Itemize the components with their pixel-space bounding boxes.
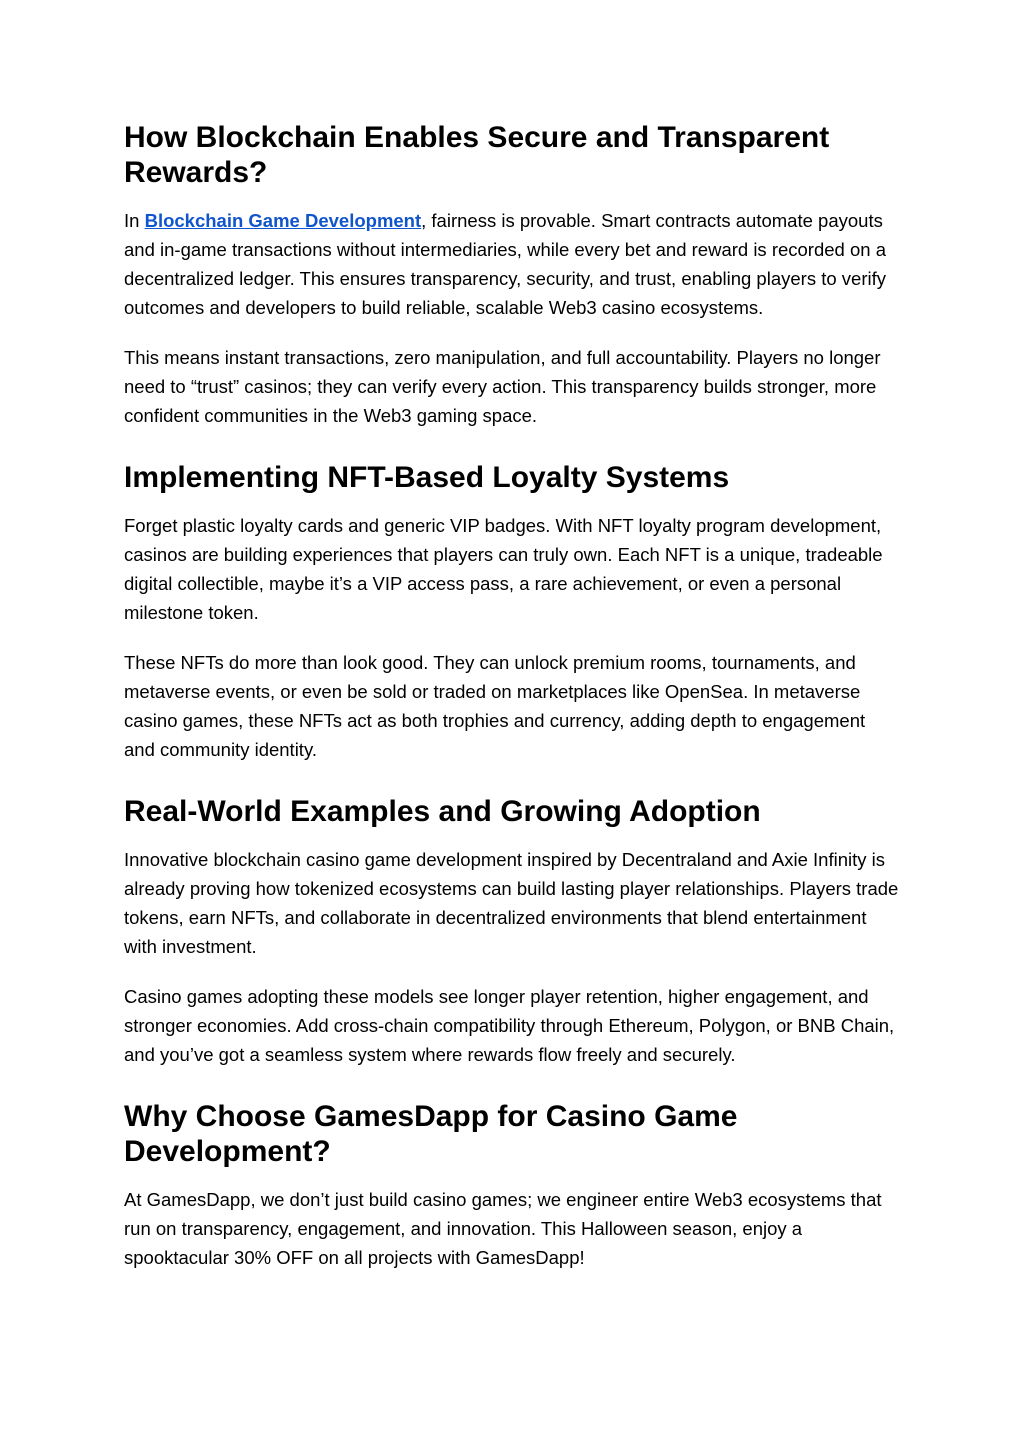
paragraph-casino-adoption: Casino games adopting these models see longer player retention, higher engagement, and stronger economies. Add cross-chain compatibility through Ethereum, Polygon, or BNB Chain, and you’ve got a seamless system where rewards flow freely and securely. [124, 986, 895, 1065]
heading-why-choose-gamesdapp: Why Choose GamesDapp for Casino Game Development? [124, 1100, 738, 1168]
paragraph-gamesdapp-halloween-offer: At GamesDapp, we don’t just build casino games; we engineer entire Web3 ecosystems that run on transparency, engagement, and innovation. This Halloween season, enjoy a spooktacular 30% OFF on all projects with GamesDapp! [124, 1189, 882, 1268]
paragraph-instant-transactions: This means instant transactions, zero manipulation, and full accountability. Players no longer need to “trust” casinos; they can verify every action. This transparency builds stronger, more confident communities in the Web3 gaming space. [124, 347, 881, 426]
heading-real-world-examples: Real-World Examples and Growing Adoption [124, 795, 761, 828]
paragraph-nfts-unlock-rooms: These NFTs do more than look good. They can unlock premium rooms, tournaments, and metaverse events, or even be sold or traded on marketplaces like OpenSea. In metaverse casino games, these NFTs act as both trophies and currency, adding depth to engagement and community identity. [124, 652, 866, 760]
paragraph-forget-plastic-cards: Forget plastic loyalty cards and generic VIP badges. With NFT loyalty program development, casinos are building experiences that players can truly own. Each NFT is a unique, tradeable digital collectible, maybe it’s a VIP access pass, a rare achievement, or even a personal milestone token. [124, 515, 883, 623]
heading-nft-loyalty-systems: Implementing NFT-Based Loyalty Systems [124, 461, 730, 494]
paragraph-innovative-development: Innovative blockchain casino game development inspired by Decentraland and Axie Infinity is already proving how tokenized ecosystems can build lasting player relationships. Players trade tokens, earn NFTs, and collaborate in decentralized environments that blend entertainment with investment. [124, 849, 899, 957]
paragraph-text-prefix: In [124, 210, 145, 231]
blockchain-game-development-link[interactable]: Blockchain Game Development [144, 210, 422, 231]
heading-blockchain-rewards: How Blockchain Enables Secure and Transparent Rewards? [124, 121, 830, 189]
paragraph-text-suffix: , fairness is provable. Smart contracts automate payouts and in-game transactions without intermediaries, while every bet and reward is recorded on a decentralized ledger. This ensures transparency, security, and trust, enabling players to verify outcomes and developers to build reliable, scalable Web3 casino ecosystems. [124, 210, 886, 318]
paragraph-blockchain-fairness [124, 206, 900, 322]
